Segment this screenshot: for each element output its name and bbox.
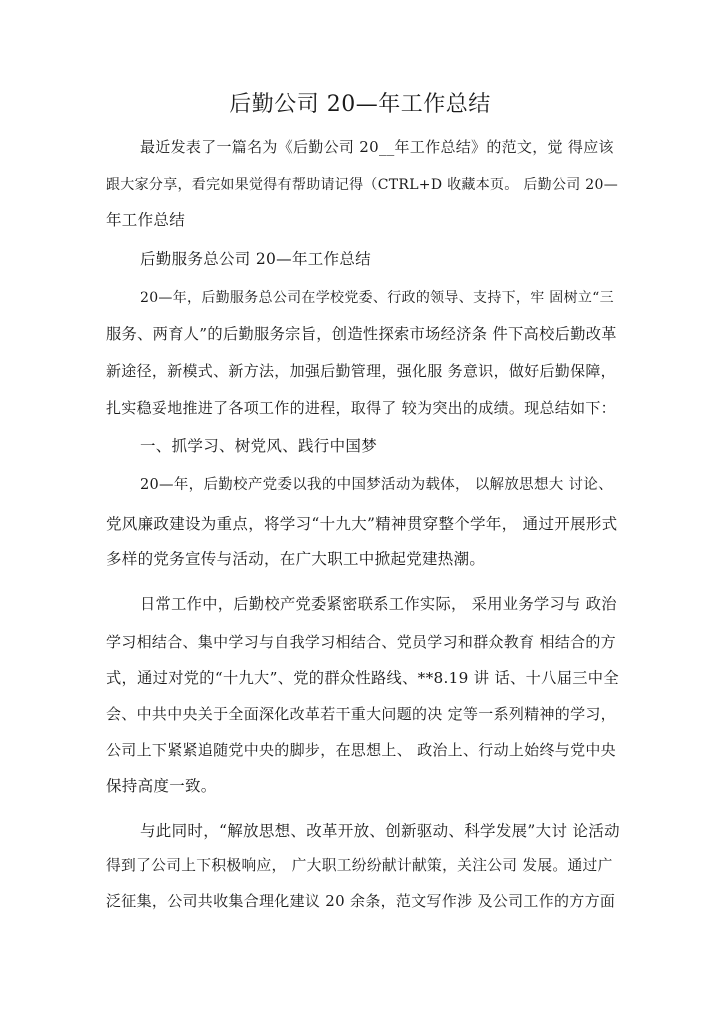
paragraph-line: 会、中共中央关于全面深化改革若干重大问题的决 定等一系列精神的学习， (106, 705, 616, 723)
paragraph-line: 服务、两育人”的后勤服务宗旨，创造性探索市场经济条 件下高校后勤改革 (106, 325, 617, 343)
paragraph-line: 与此同时，“解放思想、改革开放、创新驱动、科学发展”大讨 论活动 (140, 822, 620, 840)
paragraph-line: 公司上下紧紧追随党中央的脚步，在思想上、 政治上、行动上始终与党中央 (106, 741, 616, 759)
section-heading: 一、抓学习、树党风、践行中国梦 (140, 437, 378, 455)
paragraph-line: 得到了公司上下积极响应， 广大职工纷纷献计献策，关注公司 发展。通过广 (106, 857, 613, 874)
paragraph-line: 跟大家分享，看完如果觉得有帮助请记得（CTRL+D 收藏本页。 后勤公司 20— (106, 177, 619, 193)
paragraph-line: 学习相结合、集中学习与自我学习相结合、党员学习和群众教育 相结合的方 (106, 633, 616, 651)
paragraph-line: 党风廉政建设为重点，将学习“十九大”精神贯穿整个学年， 通过开展形式 (106, 515, 618, 533)
paragraph-line: 日常工作中，后勤校产党委紧密联系工作实际， 采用业务学习与 政治 (140, 595, 617, 613)
document-title: 后勤公司 20—年工作总结 (229, 92, 491, 117)
paragraph-line: 20—年，后勤服务总公司在学校党委、行政的领导、支持下，牢 固树立“三 (140, 290, 614, 306)
paragraph-line: 最近发表了一篇名为《后勤公司 20__年工作总结》的范文，觉 得应该 (140, 138, 614, 156)
paragraph-line: 年工作总结 (106, 211, 186, 229)
paragraph-line: 多样的党务宣传与活动，在广大职工中掀起党建热潮。 (106, 550, 486, 568)
paragraph-line: 新途径，新模式、新方法，加强后勤管理，强化服 务意识，做好后勤保障， (106, 362, 616, 380)
section-heading: 后勤服务总公司 20—年工作总结 (140, 250, 371, 268)
paragraph-line: 泛征集，公司共收集合理化建议 20 余条，范文写作涉 及公司工作的方方面 (106, 892, 616, 910)
paragraph-line: 扎实稳妥地推进了各项工作的进程，取得了 较为突出的成绩。现总结如下： (106, 399, 616, 417)
paragraph-line: 保持高度一致。 (106, 777, 217, 795)
paragraph-line: 20—年，后勤校产党委以我的中国梦活动为载体， 以解放思想大 讨论、 (140, 477, 613, 493)
paragraph-line: 式，通过对党的“十九大”、党的群众性路线、**8.19 讲 话、十八届三中全 (106, 669, 619, 687)
